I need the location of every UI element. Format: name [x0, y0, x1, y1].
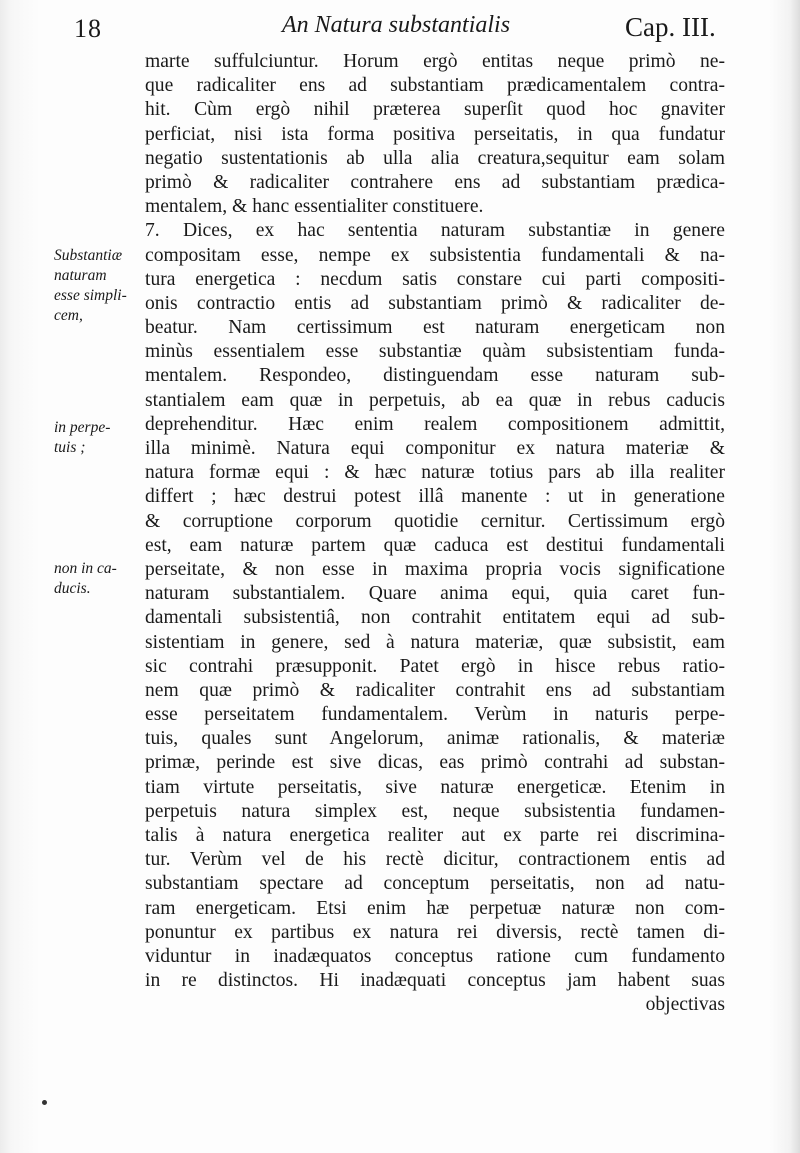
text-line: talis à natura energetica realiter aut ex parte rei discrimina-: [145, 825, 725, 846]
text-line: nem quæ primò & radicaliter contrahit ens ad substantiam: [145, 679, 725, 701]
text-line: sistentiam in genere, sed à natura materiæ, quæ subsistit, eam: [145, 631, 725, 653]
text-line: mentalem. Respondeo, distinguendam esse naturam sub-: [145, 365, 725, 387]
margin-note-line: Substantiæ: [54, 247, 123, 264]
text-line: negatio sustentationis ab ulla alia creatura,sequitur eam solam: [145, 147, 725, 169]
margin-note-substantiae: [54, 246, 140, 326]
text-line: natura formæ equi : & hæc naturæ totius pars ab illa realiter: [145, 462, 725, 484]
text-line: mentalem, & hanc essentialiter constituere.: [145, 196, 484, 218]
text-line: deprehenditur. Hæc enim realem compositionem admittit,: [145, 413, 725, 435]
text-line: primò & radicaliter contrahere ens ad substantiam prædica-: [145, 171, 725, 193]
text-line: stantialem eam quæ in perpetuis, ab ea quæ in rebus caducis: [145, 389, 725, 411]
margin-note-line: esse simpli-: [54, 287, 127, 304]
text-line: perpetuis natura simplex est, neque subsistentia fundamen-: [145, 800, 725, 822]
ink-speck: [42, 1100, 47, 1105]
text-line: onis contractio entis ad substantiam primò & radicaliter de-: [145, 292, 725, 314]
text-line: hit. Cùm ergò nihil præterea superſit quod hoc gnaviter: [145, 99, 725, 121]
text-line: esse perseitatem fundamentalem. Verùm in naturis perpe-: [145, 704, 725, 726]
margin-note-line: ducis.: [54, 580, 91, 597]
text-line: tuis, quales sunt Angelorum, animæ rationalis, & materiæ: [145, 728, 725, 750]
margin-note-line: cem,: [54, 307, 83, 324]
text-line: illa minimè. Natura equi componitur ex natura materiæ &: [145, 438, 725, 459]
text-line: compositam esse, nempe ex subsistentia fundamentali & na-: [145, 244, 725, 266]
text-line: damentali subsistentiâ, non contrahit entitatem equi ad sub-: [145, 607, 725, 629]
text-line: tur. Verùm vel de his rectè dicitur, contractionem entis ad: [145, 849, 725, 871]
text-line: que radicaliter ens ad substantiam prædicamentalem contra-: [145, 75, 725, 97]
text-line: est, eam naturæ partem quæ caduca est destitui fundamentali: [145, 534, 725, 556]
text-line: perficiat, nisi ista forma positiva perseitatis, in qua fundatur: [145, 123, 725, 145]
text-line: marte suffulciuntur. Horum ergò entitas neque primò ne-: [145, 51, 725, 72]
text-line: minùs essentialem esse substantiæ quàm subsistentiam funda-: [145, 341, 725, 363]
catchword: objectivas: [645, 994, 725, 1016]
body-text: [145, 50, 725, 1018]
margin-note-line: tuis ;: [54, 439, 86, 456]
text-line: tura energetica : necdum satis constare cui parti compositi-: [145, 268, 725, 290]
text-line: ponuntur ex partibus ex natura rei diversis, rectè tamen di-: [145, 921, 725, 943]
text-line: differt ; hæc destrui potest illâ manente : ut in generatione: [145, 486, 725, 508]
margin-note-line: in perpe-: [54, 419, 111, 436]
text-line: substantiam spectare ad conceptum perseitatis, non ad natu-: [145, 873, 725, 895]
page-header: [0, 4, 800, 44]
text-line: primæ, perinde est sive dicas, eas primò contrahi ad substan-: [145, 752, 725, 774]
margin-note-in-perpetuis: [54, 418, 140, 458]
chapter-label: Cap. III.: [625, 12, 716, 42]
text-line: 7. Dices, ex hac sententia naturam substantiæ in genere: [145, 220, 725, 242]
text-line: sic contrahi præsupponit. Patet ergò in hisce rebus ratio-: [145, 655, 725, 677]
running-title: An Natura substantialis: [282, 12, 511, 38]
margin-note-line: non in ca-: [54, 560, 117, 577]
text-line: tiam virtute perseitatis, sive naturæ energeticæ. Etenim in: [145, 776, 725, 798]
margin-note-non-in-caducis: [54, 559, 140, 599]
text-line: perseitate, & non esse in maxima propria vocis significatione: [145, 558, 725, 580]
text-line: viduntur in inadæquatos conceptus ratione cum fundamento: [145, 945, 725, 967]
text-line: beatur. Nam certissimum est naturam energeticam non: [145, 317, 725, 339]
text-line: & corruptione corporum quotidie cernitur. Certissimum ergò: [145, 510, 725, 532]
text-line: ram energeticam. Etsi enim hæ perpetuæ naturæ non com-: [145, 897, 725, 919]
margin-note-line: naturam: [54, 267, 107, 284]
text-line: naturam substantialem. Quare anima equi, quia caret fun-: [145, 583, 725, 605]
text-line: in re distinctos. Hi inadæquati conceptus jam habent suas: [145, 970, 725, 992]
page-number: 18: [74, 14, 102, 43]
